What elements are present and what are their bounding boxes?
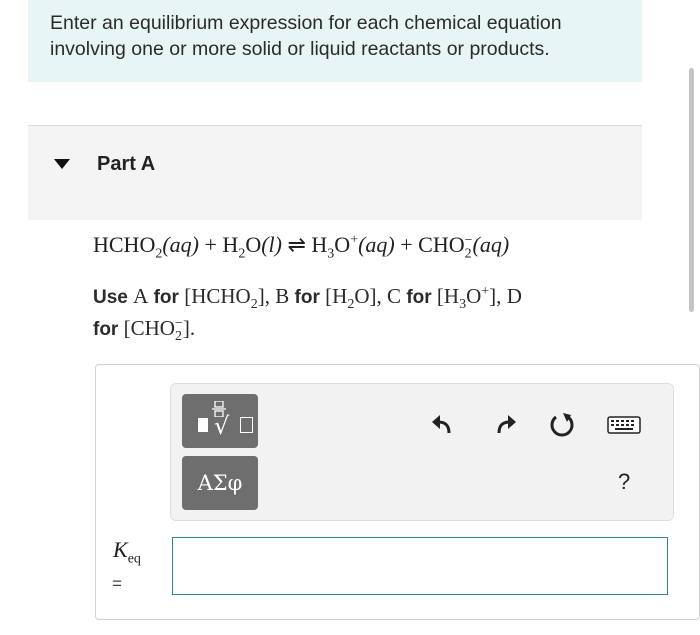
variable-instructions-line-1: Use A for $[HCHO_2]$, B for $[H_2O]$, C for $[H_3O^+]$, D <box>93 284 522 313</box>
math-toolbar <box>170 383 674 521</box>
undo-icon[interactable] <box>429 411 457 439</box>
scrollbar[interactable] <box>689 68 694 312</box>
keq-answer-input[interactable] <box>172 537 668 595</box>
plus-sign: + <box>400 232 413 257</box>
keyboard-icon[interactable] <box>607 411 641 439</box>
product-h3o: $H_3O^+(aq)$ <box>311 232 395 262</box>
variable-instructions-line-2: for $[CHO_2^-]$. <box>93 316 196 345</box>
greek-symbols-button[interactable]: ΑΣφ <box>182 456 258 510</box>
reactant-h2o: $H_2O(l)$ <box>222 232 282 262</box>
templates-button[interactable] <box>182 394 258 448</box>
plus-sign: + <box>204 232 217 257</box>
help-button[interactable]: ? <box>618 469 631 494</box>
part-title: Part A <box>97 153 156 175</box>
placeholder-box-icon <box>240 417 253 433</box>
fraction-root-template-icon <box>198 418 208 432</box>
equals-sign: = <box>112 574 122 593</box>
equilibrium-arrow: ⇌ <box>287 232 306 257</box>
chemical-equation <box>93 232 509 262</box>
instructions-banner <box>28 0 642 82</box>
redo-icon[interactable] <box>491 411 519 439</box>
product-cho2: $CHO_2^-(aq)$ <box>418 232 510 262</box>
instructions-text: Enter an equilibrium expression for each chemical equation involving one or more solid or liquid reactants or products. <box>50 12 562 60</box>
radical-icon: √ <box>214 412 230 440</box>
answer-panel <box>95 364 700 620</box>
collapse-caret-icon[interactable] <box>54 159 70 169</box>
reset-icon[interactable] <box>548 411 576 439</box>
part-a-header[interactable] <box>28 126 642 220</box>
keq-label: $K_{eq}$ <box>113 537 141 567</box>
reactant-hcho2: $HCHO_2(aq)$ <box>93 232 199 262</box>
